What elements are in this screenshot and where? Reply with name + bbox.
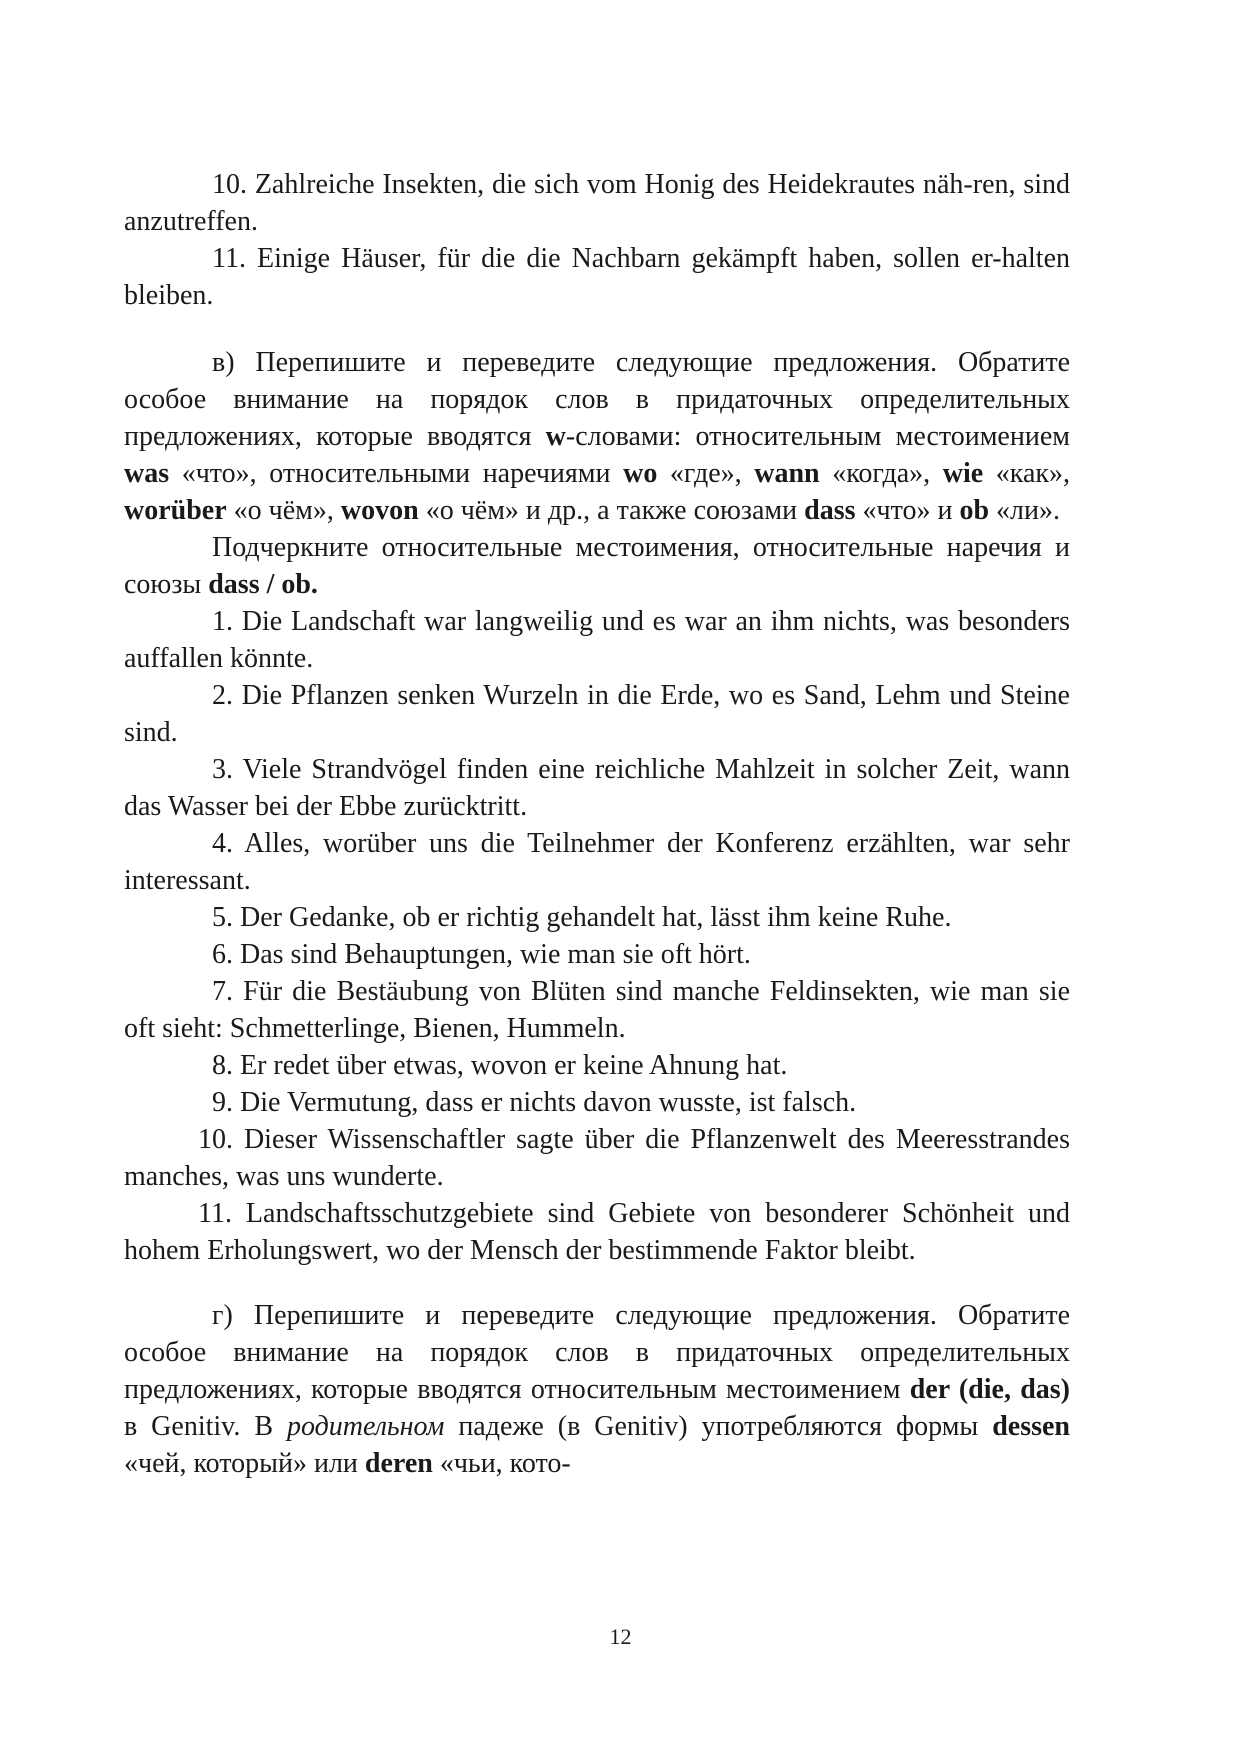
- list-item: 10. Zahlreiche Insekten, die sich vom Honig des Heidekrautes näh-ren, sind anzutreffen.: [124, 169, 1070, 237]
- section-label: в): [212, 347, 235, 378]
- spacer: [124, 1269, 1070, 1297]
- list-item: 6. Das sind Behauptungen, wie man sie oft hört.: [212, 939, 751, 970]
- section-g-instructions: г) Перепишите и переведите следующие предложения. Обратите особое внимание на порядок слов в придаточных определительных предложениях, которые вводятся относительным местоимением der (die, das) в Genitiv. В родительном падеже (в Genitiv) употребляются формы dessen «чей, который» или deren «чьи, кото-: [124, 1300, 1070, 1479]
- section-label: г): [212, 1300, 233, 1331]
- page-number: 12: [609, 1624, 632, 1649]
- section-v-instructions: в) Перепишите и переведите следующие предложения. Обратите особое внимание на порядок слов в придаточных определительных предложениях, которые вводятся w-словами: относительным местоимением was «что», относительными наречиями wo «где», wann «когда», wie «как», worüber «о чём», wovon «о чём» и др., а также союзами dass «что» и ob «ли».: [124, 347, 1071, 526]
- list-item: 10. Dieser Wissenschaftler sagte über die Pflanzenwelt des Meeresstrandes manches, was uns wunderte.: [124, 1124, 1070, 1192]
- list-item: 3. Viele Strandvögel finden eine reichliche Mahlzeit in solcher Zeit, wann das Wasser bei der Ebbe zurücktritt.: [124, 754, 1070, 822]
- list-item: 7. Für die Bestäubung von Blüten sind manche Feldinsekten, wie man sie oft sieht: Schmetterlinge, Bienen, Hummeln.: [124, 976, 1070, 1044]
- list-item: 5. Der Gedanke, ob er richtig gehandelt hat, lässt ihm keine Ruhe.: [212, 902, 952, 933]
- list-item: 2. Die Pflanzen senken Wurzeln in die Erde, wo es Sand, Lehm und Steine sind.: [124, 680, 1070, 748]
- list-item: 9. Die Vermutung, dass er nichts davon wusste, ist falsch.: [212, 1087, 857, 1118]
- underline-instruction: Подчеркните относительные местоимения, относительные наречия и союзы dass / ob.: [124, 532, 1070, 600]
- list-item: 11. Landschaftsschutzgebiete sind Gebiete von besonderer Schönheit und hohem Erholungswert, wo der Mensch der bestimmende Faktor bleibt.: [124, 1198, 1070, 1266]
- list-item: 4. Alles, worüber uns die Teilnehmer der Konferenz erzählten, war sehr interessant.: [124, 828, 1070, 896]
- list-item: 8. Er redet über etwas, wovon er keine Ahnung hat.: [212, 1050, 788, 1081]
- spacer: [124, 314, 1070, 344]
- document-page: [124, 166, 1070, 1482]
- list-item: 1. Die Landschaft war langweilig und es war an ihm nichts, was besonders auffallen könnte.: [124, 606, 1070, 674]
- list-item: 11. Einige Häuser, für die die Nachbarn gekämpft haben, sollen er-halten bleiben.: [124, 243, 1070, 311]
